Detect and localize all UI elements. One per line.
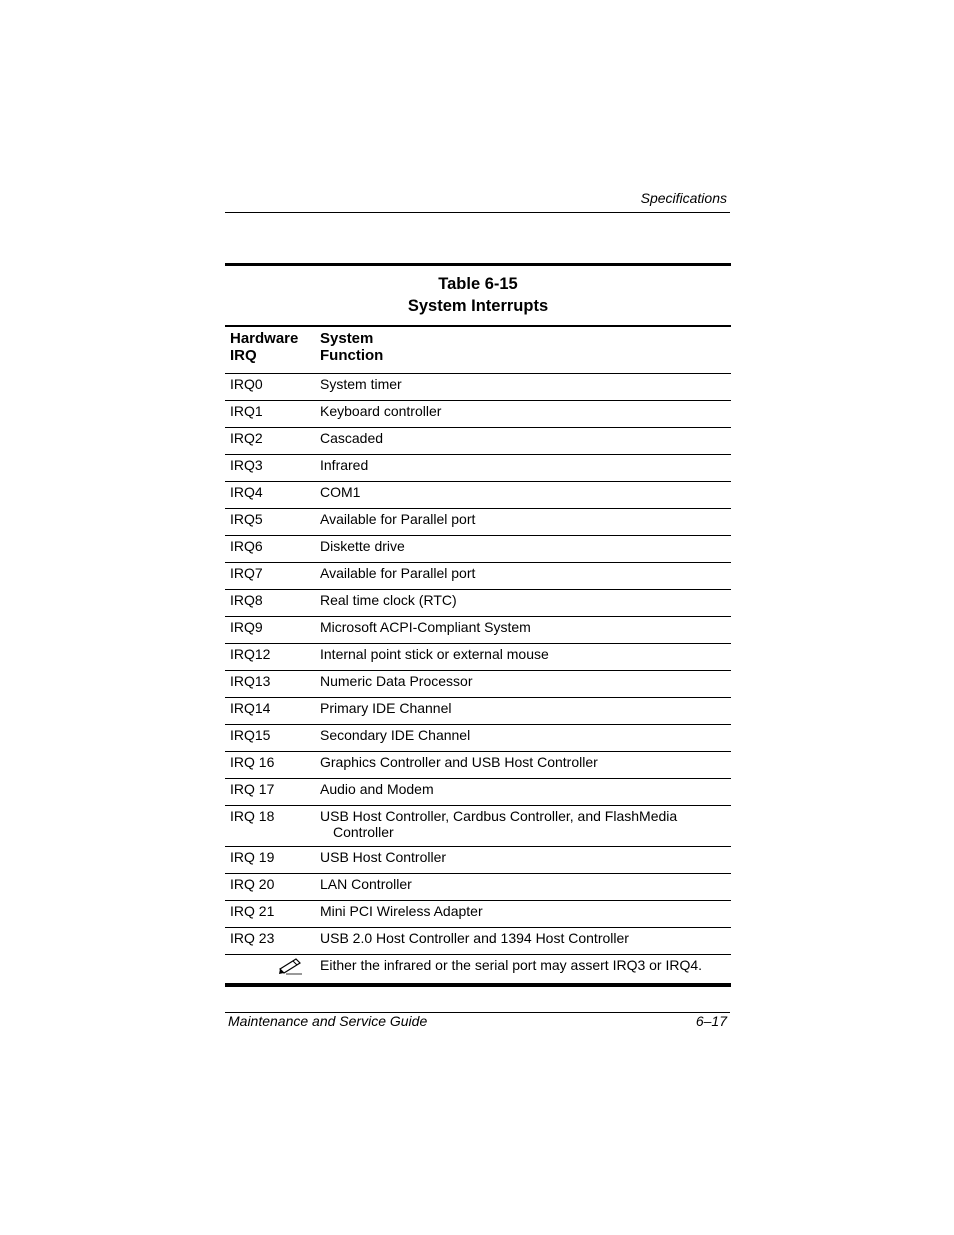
irq-cell: IRQ0 bbox=[225, 374, 315, 401]
table-row bbox=[225, 509, 731, 536]
irq-cell: IRQ4 bbox=[225, 482, 315, 509]
irq-cell: IRQ 19 bbox=[225, 847, 315, 874]
function-text: Real time clock (RTC) bbox=[320, 592, 457, 608]
function-text: Mini PCI Wireless Adapter bbox=[320, 903, 483, 919]
function-text: LAN Controller bbox=[320, 876, 412, 892]
function-text: USB 2.0 Host Controller and 1394 Host Controller bbox=[320, 930, 629, 946]
function-cell bbox=[315, 455, 731, 482]
table-title: System Interrupts bbox=[407, 297, 549, 315]
irq-cell: IRQ1 bbox=[225, 401, 315, 428]
table-row bbox=[225, 671, 731, 698]
note-icon-cell bbox=[225, 955, 315, 986]
function-text: Graphics Controller and USB Host Controller bbox=[320, 754, 598, 770]
table-row bbox=[225, 617, 731, 644]
function-text: Cascaded bbox=[320, 430, 384, 446]
table-row bbox=[225, 455, 731, 482]
system-interrupts-table bbox=[225, 325, 731, 987]
table-row bbox=[225, 874, 731, 901]
table-row bbox=[225, 428, 731, 455]
running-head: Specifications bbox=[640, 190, 727, 206]
function-text: COM1 bbox=[320, 484, 361, 500]
function-text: Numeric Data Processor bbox=[320, 673, 473, 689]
table-row bbox=[225, 806, 731, 847]
table-row bbox=[225, 725, 731, 752]
function-cell bbox=[315, 563, 731, 590]
function-cell bbox=[315, 928, 731, 955]
irq-cell: IRQ 17 bbox=[225, 779, 315, 806]
irq-cell: IRQ8 bbox=[225, 590, 315, 617]
irq-cell: IRQ 21 bbox=[225, 901, 315, 928]
system-interrupts-table-container bbox=[225, 263, 731, 987]
irq-cell: IRQ9 bbox=[225, 617, 315, 644]
column-header-function-line2: Function bbox=[320, 347, 384, 364]
function-cell bbox=[315, 644, 731, 671]
table-row bbox=[225, 901, 731, 928]
function-cell bbox=[315, 374, 731, 401]
table-note-row bbox=[225, 955, 731, 986]
function-text: Keyboard controller bbox=[320, 403, 442, 419]
footer-page-number: 6–17 bbox=[695, 1013, 727, 1029]
pencil-note-icon bbox=[230, 957, 310, 978]
table-row bbox=[225, 536, 731, 563]
table-row bbox=[225, 374, 731, 401]
irq-cell: IRQ13 bbox=[225, 671, 315, 698]
header-rule bbox=[225, 212, 730, 213]
table-row bbox=[225, 644, 731, 671]
function-text: Secondary IDE Channel bbox=[320, 727, 471, 743]
function-text: USB Host Controller, Cardbus Controller, and FlashMedia Controller bbox=[320, 808, 678, 840]
irq-cell: IRQ12 bbox=[225, 644, 315, 671]
table-row bbox=[225, 590, 731, 617]
irq-cell: IRQ 18 bbox=[225, 806, 315, 847]
irq-cell: IRQ5 bbox=[225, 509, 315, 536]
function-cell bbox=[315, 482, 731, 509]
irq-cell: IRQ2 bbox=[225, 428, 315, 455]
irq-cell: IRQ 20 bbox=[225, 874, 315, 901]
function-text: Diskette drive bbox=[320, 538, 405, 554]
function-cell bbox=[315, 779, 731, 806]
table-row bbox=[225, 482, 731, 509]
column-header-irq-line2: IRQ bbox=[230, 347, 257, 364]
note-text: Either the infrared or the serial port may assert IRQ3 or IRQ4. bbox=[315, 955, 731, 986]
irq-cell: IRQ7 bbox=[225, 563, 315, 590]
column-header-system-function bbox=[315, 326, 731, 374]
column-header-hardware-irq bbox=[225, 326, 315, 374]
table-number: Table 6-15 bbox=[438, 275, 518, 293]
function-cell bbox=[315, 536, 731, 563]
table-row bbox=[225, 401, 731, 428]
function-cell bbox=[315, 806, 731, 847]
footer-guide-title: Maintenance and Service Guide bbox=[228, 1013, 428, 1029]
function-cell bbox=[315, 725, 731, 752]
function-cell bbox=[315, 617, 731, 644]
table-row bbox=[225, 752, 731, 779]
column-header-irq-line1: Hardware bbox=[230, 330, 299, 347]
irq-cell: IRQ15 bbox=[225, 725, 315, 752]
function-text: Available for Parallel port bbox=[320, 565, 476, 581]
function-text: Primary IDE Channel bbox=[320, 700, 452, 716]
table-body bbox=[225, 374, 731, 986]
table-row bbox=[225, 698, 731, 725]
table-row bbox=[225, 847, 731, 874]
function-text: Microsoft ACPI-Compliant System bbox=[320, 619, 531, 635]
table-header-row bbox=[225, 326, 731, 374]
table-row bbox=[225, 928, 731, 955]
table-row bbox=[225, 779, 731, 806]
function-cell bbox=[315, 428, 731, 455]
function-text: USB Host Controller bbox=[320, 849, 447, 865]
irq-cell: IRQ14 bbox=[225, 698, 315, 725]
function-cell bbox=[315, 847, 731, 874]
function-cell bbox=[315, 671, 731, 698]
function-cell bbox=[315, 901, 731, 928]
function-text: Infrared bbox=[320, 457, 369, 473]
function-text: System timer bbox=[320, 376, 402, 392]
function-cell bbox=[315, 698, 731, 725]
function-text: Internal point stick or external mouse bbox=[320, 646, 549, 662]
irq-cell: IRQ3 bbox=[225, 455, 315, 482]
function-cell bbox=[315, 752, 731, 779]
table-caption bbox=[225, 266, 731, 325]
function-cell bbox=[315, 590, 731, 617]
function-cell bbox=[315, 509, 731, 536]
table-row bbox=[225, 563, 731, 590]
function-cell bbox=[315, 874, 731, 901]
function-cell bbox=[315, 401, 731, 428]
irq-cell: IRQ 16 bbox=[225, 752, 315, 779]
function-text: Audio and Modem bbox=[320, 781, 434, 797]
irq-cell: IRQ 23 bbox=[225, 928, 315, 955]
column-header-function-line1: System bbox=[320, 330, 374, 347]
function-text: Available for Parallel port bbox=[320, 511, 476, 527]
irq-cell: IRQ6 bbox=[225, 536, 315, 563]
